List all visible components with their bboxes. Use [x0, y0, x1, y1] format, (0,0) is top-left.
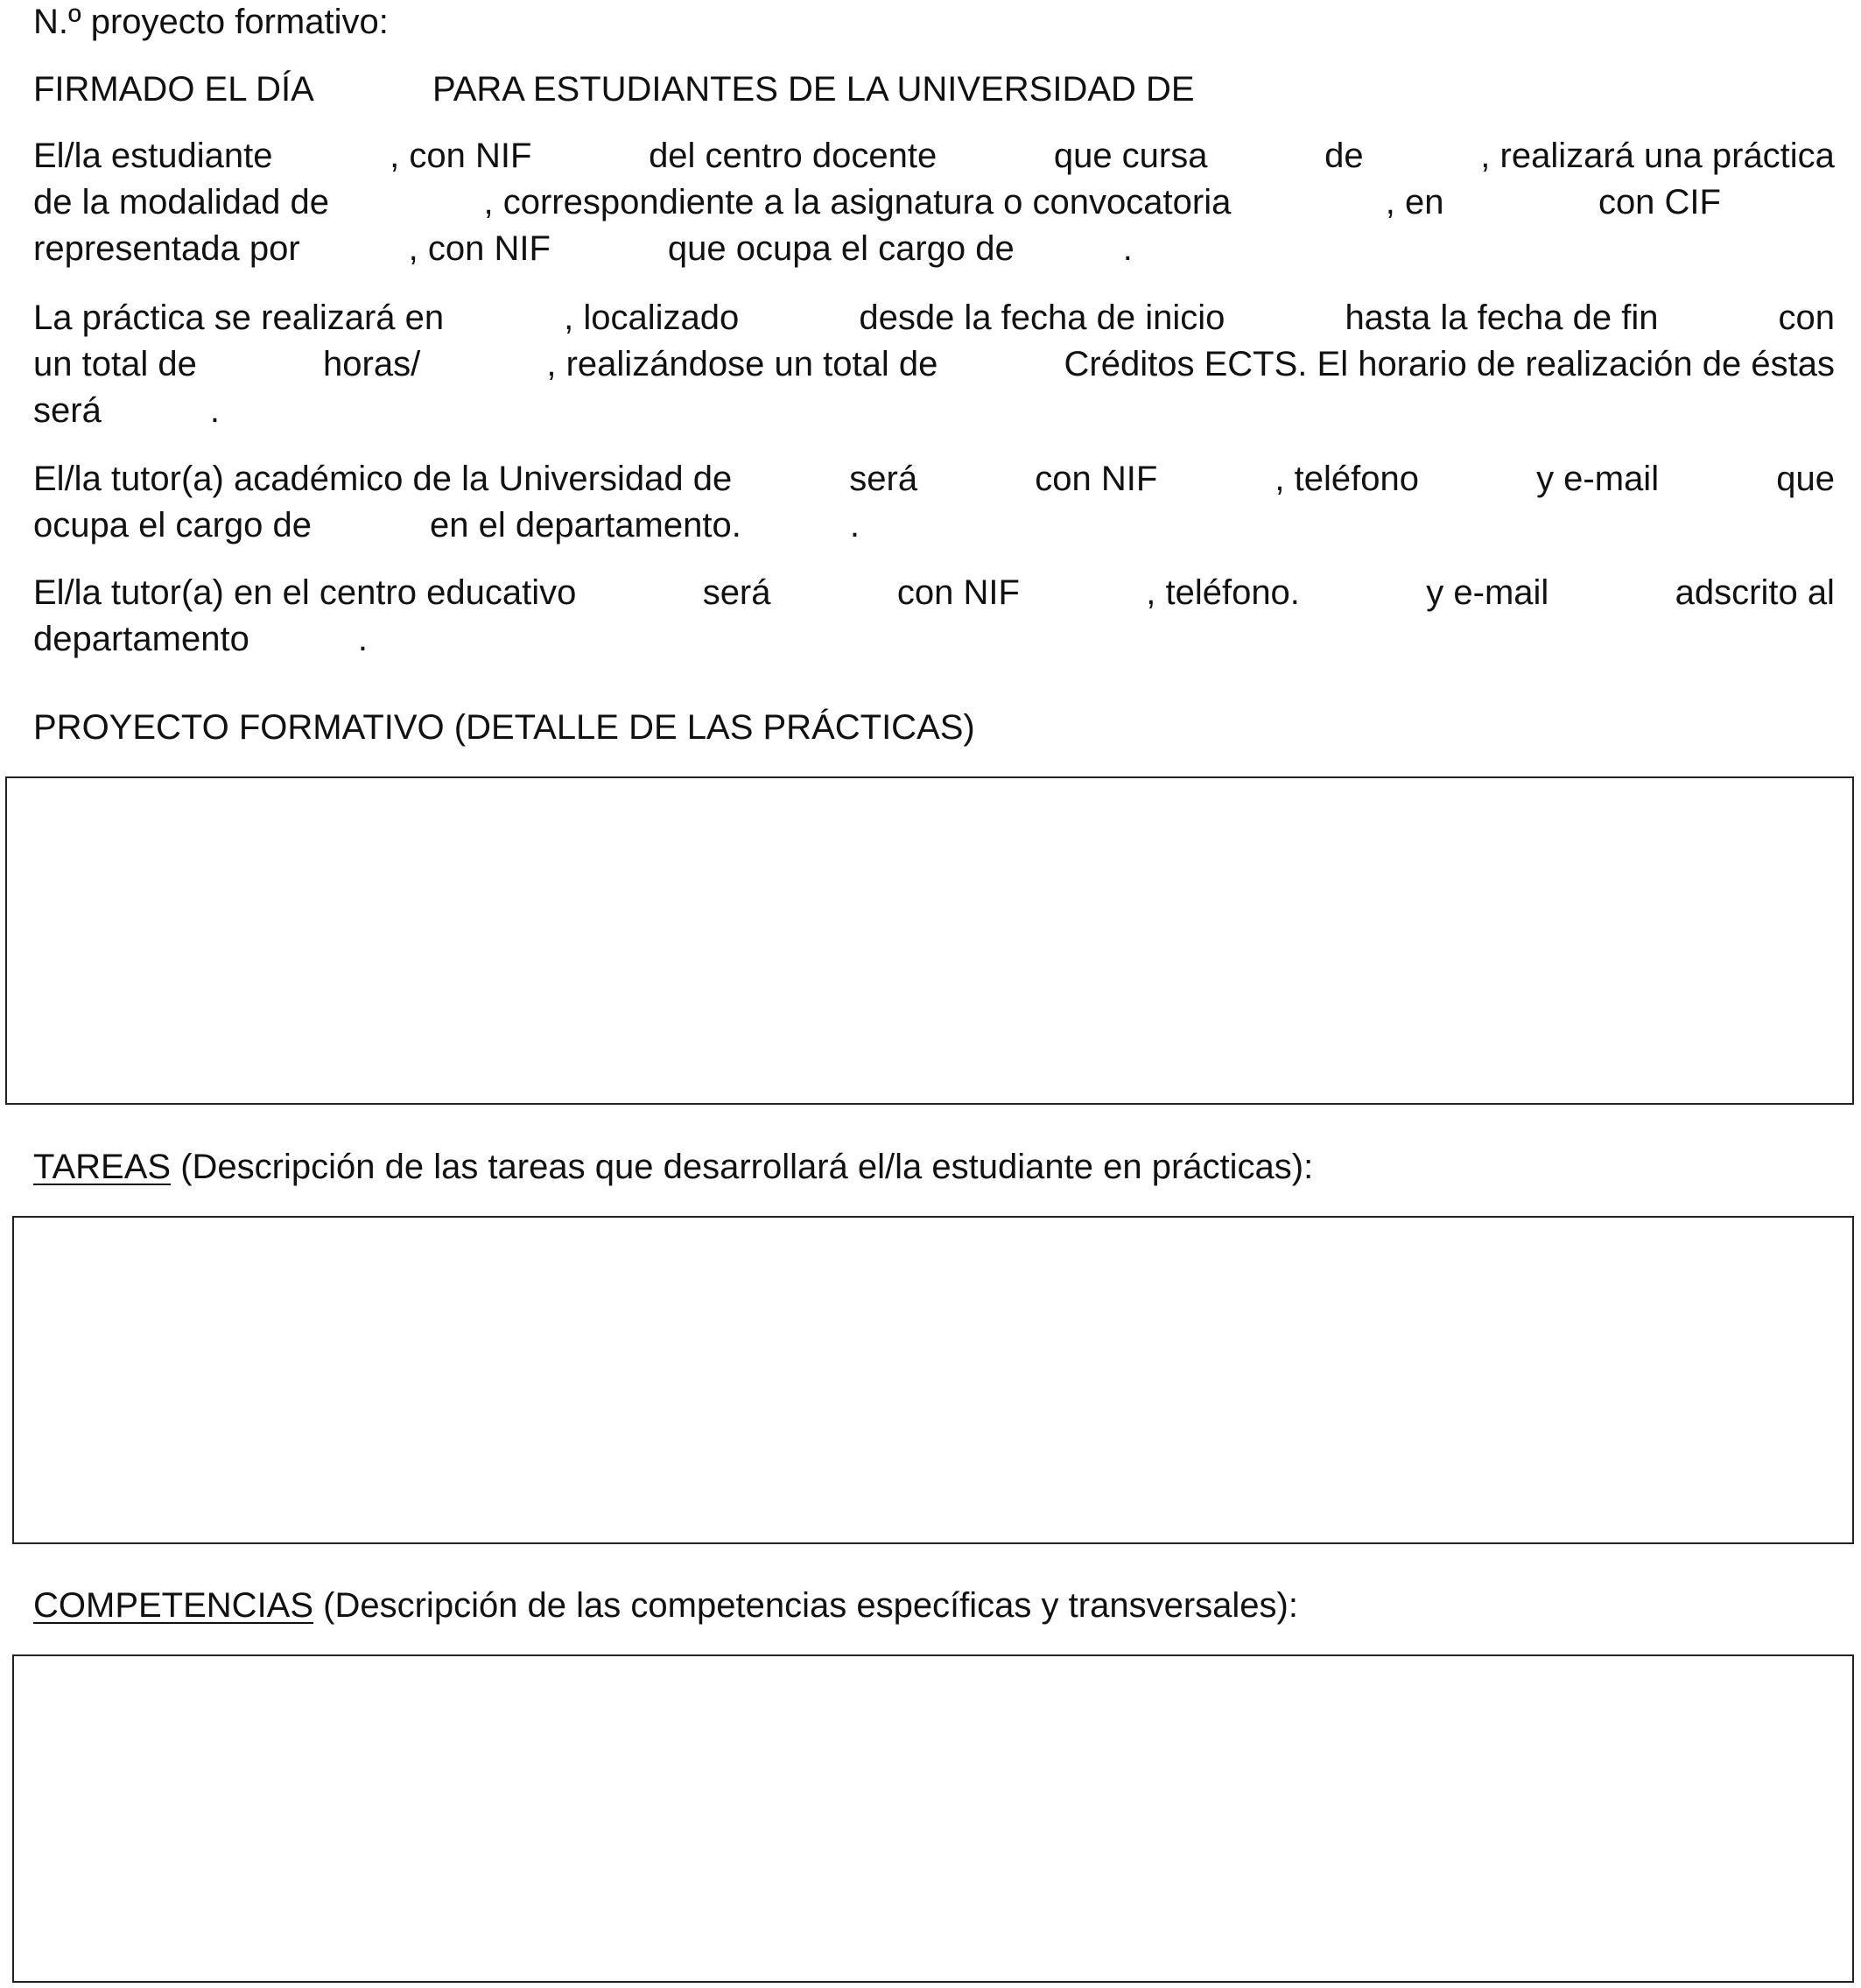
rep-nif-text: , con NIF — [408, 229, 551, 268]
academic-tutor-paragraph — [33, 456, 1835, 549]
located-text: , localizado — [564, 299, 740, 337]
center-tutor-text: El/la tutor(a) en el centro educativo — [33, 573, 577, 612]
period-text: . — [849, 506, 860, 544]
nif-text: , con NIF — [390, 137, 532, 175]
course-text: que cursa — [1053, 137, 1208, 175]
in-text: , en — [1385, 183, 1444, 221]
tutor-nif-text: con NIF — [896, 573, 1020, 612]
center-tutor-paragraph — [33, 570, 1835, 663]
project-detail-box[interactable] — [5, 776, 1854, 1105]
period-text: . — [1122, 229, 1133, 268]
hours-text: horas/ — [323, 345, 421, 383]
position-text: que ocupa el cargo de — [667, 229, 1015, 268]
modality-text: de la modalidad de — [33, 183, 330, 221]
attached-text: adscrito al — [1675, 573, 1835, 612]
cargo-text: ocupa el cargo de — [33, 506, 313, 544]
student-text: El/la estudiante — [33, 137, 273, 175]
will-be-text: será — [702, 573, 771, 612]
phone-text: , teléfono. — [1146, 573, 1300, 612]
practice-paragraph — [33, 295, 1835, 434]
cif-text: con CIF — [1598, 183, 1721, 221]
department-text: departamento — [33, 620, 249, 658]
will-be-text: será — [849, 460, 918, 498]
phone-text: , teléfono — [1275, 460, 1419, 498]
department-text: en el departamento. — [430, 506, 741, 544]
total-text: un total de — [33, 345, 197, 383]
center-text: del centro docente — [649, 137, 938, 175]
project-section-title: PROYECTO FORMATIVO (DETALLE DE LAS PRÁCTICAS) — [33, 708, 975, 747]
email-text: y e-mail — [1536, 460, 1660, 498]
email-text: y e-mail — [1426, 573, 1549, 612]
competencies-box[interactable] — [12, 1654, 1854, 1983]
tasks-heading — [33, 1147, 1313, 1187]
of-text: de — [1324, 137, 1364, 175]
tasks-label: TAREAS — [33, 1148, 172, 1186]
university-label: PARA ESTUDIANTES DE LA UNIVERSIDAD DE — [432, 70, 1195, 109]
student-paragraph — [33, 133, 1835, 272]
with-text: con — [1778, 299, 1835, 337]
tasks-box[interactable] — [12, 1216, 1854, 1544]
period-text: . — [357, 620, 368, 658]
practice-text: , realizará una práctica — [1480, 137, 1835, 175]
period-text: . — [209, 391, 220, 430]
credits-total-text: , realizándose un total de — [546, 345, 938, 383]
competencies-description: (Descripción de las competencias específicas y transversales): — [313, 1586, 1298, 1625]
project-number-label: N.º proyecto formativo: — [33, 3, 389, 41]
signed-date-label: FIRMADO EL DÍA — [33, 70, 314, 109]
subject-text: , correspondiente a la asignatura o convocatoria — [483, 183, 1232, 221]
tasks-description: (Descripción de las tareas que desarrollará el/la estudiante en prácticas): — [171, 1148, 1314, 1186]
que-text: que — [1776, 460, 1835, 498]
end-date-text: hasta la fecha de fin — [1345, 299, 1659, 337]
schedule-text: será — [33, 391, 102, 430]
tutor-nif-text: con NIF — [1035, 460, 1158, 498]
competencies-label: COMPETENCIAS — [33, 1586, 314, 1625]
start-date-text: desde la fecha de inicio — [859, 299, 1225, 337]
competencies-heading — [33, 1585, 1298, 1626]
represented-text: representada por — [33, 229, 300, 268]
location-text: La práctica se realizará en — [33, 299, 445, 337]
ects-text: Créditos ECTS. El horario de realización de éstas — [1064, 345, 1835, 383]
academic-tutor-text: El/la tutor(a) académico de la Universidad de — [33, 460, 733, 498]
